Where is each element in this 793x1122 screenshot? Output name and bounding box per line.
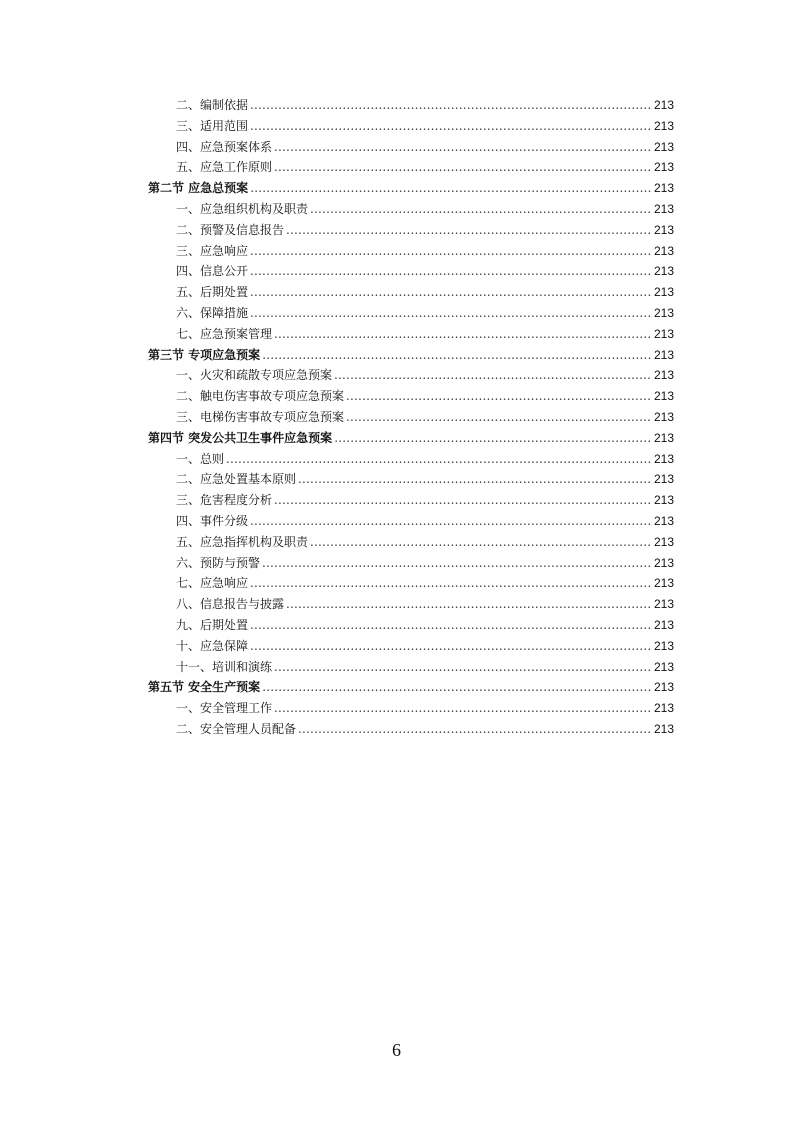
toc-section-entry[interactable] bbox=[148, 178, 674, 199]
toc-entry-title: 十、应急保障 bbox=[176, 638, 249, 653]
toc-entry-page: 213 bbox=[653, 576, 674, 591]
toc-subsection-entry[interactable] bbox=[148, 261, 674, 282]
toc-subsection-entry[interactable] bbox=[148, 95, 674, 116]
toc-entry-page: 213 bbox=[653, 597, 674, 612]
toc-entry-title: 五、后期处置 bbox=[176, 285, 249, 300]
toc-entry-page: 213 bbox=[653, 430, 674, 445]
toc-entry-page: 213 bbox=[653, 721, 674, 736]
toc-dot-leader bbox=[250, 511, 652, 532]
toc-dot-leader bbox=[250, 573, 652, 594]
toc-dot-leader bbox=[286, 220, 652, 241]
toc-entry-title: 四、应急预案体系 bbox=[176, 139, 273, 154]
toc-dot-leader bbox=[250, 116, 652, 137]
toc-entry-title: 一、安全管理工作 bbox=[176, 701, 273, 716]
toc-subsection-entry[interactable] bbox=[148, 137, 674, 158]
toc-subsection-entry[interactable] bbox=[148, 241, 674, 262]
toc-entry-title: 第四节 突发公共卫生事件应急预案 bbox=[148, 430, 333, 445]
toc-entry-title: 八、信息报告与披露 bbox=[176, 597, 285, 612]
toc-entry-page: 213 bbox=[653, 305, 674, 320]
toc-entry-title: 三、适用范围 bbox=[176, 118, 249, 133]
toc-subsection-entry[interactable] bbox=[148, 636, 674, 657]
toc-dot-leader bbox=[262, 345, 652, 366]
toc-dot-leader bbox=[346, 386, 652, 407]
toc-entry-page: 213 bbox=[653, 638, 674, 653]
toc-subsection-entry[interactable] bbox=[148, 282, 674, 303]
toc-dot-leader bbox=[226, 449, 652, 470]
toc-subsection-entry[interactable] bbox=[148, 719, 674, 740]
toc-entry-title: 一、总则 bbox=[176, 451, 225, 466]
toc-dot-leader bbox=[274, 137, 652, 158]
toc-entry-page: 213 bbox=[653, 472, 674, 487]
toc-subsection-entry[interactable] bbox=[148, 698, 674, 719]
toc-entry-page: 213 bbox=[653, 139, 674, 154]
toc-entry-title: 四、信息公开 bbox=[176, 264, 249, 279]
toc-entry-page: 213 bbox=[653, 701, 674, 716]
toc-entry-page: 213 bbox=[653, 617, 674, 632]
toc-entry-page: 213 bbox=[653, 118, 674, 133]
toc-dot-leader bbox=[250, 303, 652, 324]
toc-dot-leader bbox=[334, 428, 652, 449]
toc-entry-title: 三、电梯伤害事故专项应急预案 bbox=[176, 409, 345, 424]
toc-entry-page: 213 bbox=[653, 680, 674, 695]
toc-entry-title: 七、应急响应 bbox=[176, 576, 249, 591]
toc-subsection-entry[interactable] bbox=[148, 490, 674, 511]
page-number: 6 bbox=[392, 1040, 401, 1060]
toc-dot-leader bbox=[250, 261, 652, 282]
toc-entry-page: 213 bbox=[653, 451, 674, 466]
toc-dot-leader bbox=[298, 719, 652, 740]
toc-subsection-entry[interactable] bbox=[148, 532, 674, 553]
toc-dot-leader bbox=[274, 490, 652, 511]
toc-entry-page: 213 bbox=[653, 534, 674, 549]
toc-section-entry[interactable] bbox=[148, 428, 674, 449]
toc-subsection-entry[interactable] bbox=[148, 594, 674, 615]
toc-entry-title: 九、后期处置 bbox=[176, 617, 249, 632]
toc-dot-leader bbox=[262, 677, 652, 698]
toc-entry-page: 213 bbox=[653, 659, 674, 674]
toc-subsection-entry[interactable] bbox=[148, 469, 674, 490]
toc-subsection-entry[interactable] bbox=[148, 365, 674, 386]
toc-subsection-entry[interactable] bbox=[148, 303, 674, 324]
toc-dot-leader bbox=[310, 199, 652, 220]
toc-entry-title: 二、安全管理人员配备 bbox=[176, 721, 297, 736]
toc-subsection-entry[interactable] bbox=[148, 615, 674, 636]
table-of-contents bbox=[148, 95, 674, 740]
toc-section-entry[interactable] bbox=[148, 677, 674, 698]
toc-entry-page: 213 bbox=[653, 201, 674, 216]
toc-subsection-entry[interactable] bbox=[148, 407, 674, 428]
toc-dot-leader bbox=[274, 657, 652, 678]
toc-entry-page: 213 bbox=[653, 243, 674, 258]
toc-entry-page: 213 bbox=[653, 555, 674, 570]
toc-dot-leader bbox=[262, 553, 652, 574]
toc-entry-title: 二、应急处置基本原则 bbox=[176, 472, 297, 487]
toc-entry-page: 213 bbox=[653, 368, 674, 383]
toc-subsection-entry[interactable] bbox=[148, 553, 674, 574]
toc-entry-page: 213 bbox=[653, 181, 674, 196]
toc-entry-title: 二、预警及信息报告 bbox=[176, 222, 285, 237]
toc-entry-page: 213 bbox=[653, 264, 674, 279]
toc-entry-title: 四、事件分级 bbox=[176, 513, 249, 528]
toc-subsection-entry[interactable] bbox=[148, 199, 674, 220]
toc-dot-leader bbox=[298, 469, 652, 490]
toc-dot-leader bbox=[346, 407, 652, 428]
toc-entry-page: 213 bbox=[653, 409, 674, 424]
toc-subsection-entry[interactable] bbox=[148, 511, 674, 532]
toc-dot-leader bbox=[286, 594, 652, 615]
toc-entry-page: 213 bbox=[653, 222, 674, 237]
toc-entry-title: 第二节 应急总预案 bbox=[148, 181, 249, 196]
toc-subsection-entry[interactable] bbox=[148, 657, 674, 678]
toc-dot-leader bbox=[334, 365, 652, 386]
toc-entry-page: 213 bbox=[653, 326, 674, 341]
toc-entry-title: 五、应急工作原则 bbox=[176, 160, 273, 175]
toc-entry-page: 213 bbox=[653, 98, 674, 112]
toc-subsection-entry[interactable] bbox=[148, 157, 674, 178]
toc-entry-page: 213 bbox=[653, 513, 674, 528]
toc-subsection-entry[interactable] bbox=[148, 116, 674, 137]
toc-dot-leader bbox=[250, 615, 652, 636]
toc-entry-title: 五、应急指挥机构及职责 bbox=[176, 534, 309, 549]
toc-entry-title: 第五节 安全生产预案 bbox=[148, 680, 261, 695]
toc-entry-page: 213 bbox=[653, 285, 674, 300]
toc-subsection-entry[interactable] bbox=[148, 573, 674, 594]
toc-section-entry[interactable] bbox=[148, 345, 674, 366]
toc-entry-title: 一、火灾和疏散专项应急预案 bbox=[176, 368, 333, 383]
toc-dot-leader bbox=[250, 178, 652, 199]
toc-entry-page: 213 bbox=[653, 347, 674, 362]
toc-subsection-entry[interactable] bbox=[148, 449, 674, 470]
toc-dot-leader bbox=[274, 324, 652, 345]
toc-entry-title: 六、保障措施 bbox=[176, 305, 249, 320]
toc-dot-leader bbox=[274, 157, 652, 178]
toc-dot-leader bbox=[250, 95, 652, 116]
toc-dot-leader bbox=[250, 636, 652, 657]
toc-entry-title: 七、应急预案管理 bbox=[176, 326, 273, 341]
toc-subsection-entry[interactable] bbox=[148, 324, 674, 345]
toc-subsection-entry[interactable] bbox=[148, 386, 674, 407]
toc-dot-leader bbox=[274, 698, 652, 719]
toc-entry-page: 213 bbox=[653, 493, 674, 508]
toc-dot-leader bbox=[310, 532, 652, 553]
toc-entry-title: 二、触电伤害事故专项应急预案 bbox=[176, 389, 345, 404]
toc-dot-leader bbox=[250, 282, 652, 303]
toc-entry-title: 三、应急响应 bbox=[176, 243, 249, 258]
toc-entry-title: 十一、培训和演练 bbox=[176, 659, 273, 674]
toc-entry-title: 六、预防与预警 bbox=[176, 555, 261, 570]
toc-entry-title: 第三节 专项应急预案 bbox=[148, 347, 261, 362]
toc-entry-page: 213 bbox=[653, 160, 674, 175]
toc-entry-title: 二、编制依据 bbox=[176, 98, 249, 112]
toc-entry-page: 213 bbox=[653, 389, 674, 404]
toc-dot-leader bbox=[250, 241, 652, 262]
toc-entry-title: 一、应急组织机构及职责 bbox=[176, 201, 309, 216]
toc-subsection-entry[interactable] bbox=[148, 220, 674, 241]
toc-entry-title: 三、危害程度分析 bbox=[176, 493, 273, 508]
